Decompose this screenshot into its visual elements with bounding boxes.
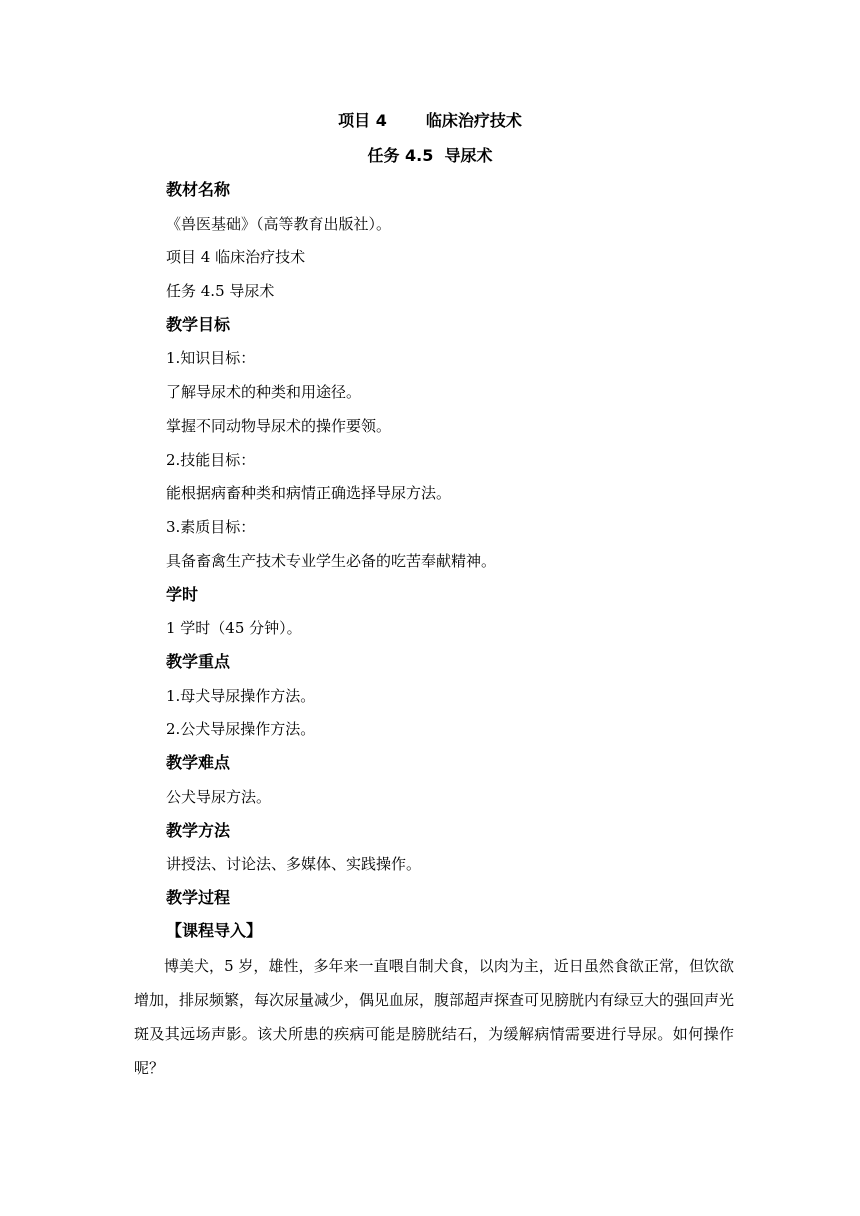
difficulty-heading: 教学难点 bbox=[166, 753, 231, 772]
knowledge-goal-1: 了解导尿术的种类和用途径。 bbox=[166, 383, 362, 401]
textbook-heading: 教材名称 bbox=[166, 180, 231, 199]
goals-heading: 教学目标 bbox=[166, 315, 231, 334]
process-heading: 教学过程 bbox=[166, 888, 231, 907]
keypoint-1: 1.母犬导尿操作方法。 bbox=[166, 687, 316, 705]
methods-value: 讲授法、讨论法、多媒体、实践操作。 bbox=[166, 855, 422, 873]
intro-paragraph: 博美犬，5 岁，雄性，多年来一直喂自制犬食，以肉为主，近日虽然食欲正常，但饮欲增加，排尿频繁，每次尿量减少，偶见血尿，腹部超声探查可见膀胱内有绿豆大的强回声光斑及其远场声影。该犬所患的疾病可能是膀胱结石，为缓解病情需要进行导尿。如何操作呢？ bbox=[134, 957, 735, 1077]
quality-goal-1: 具备畜禽生产技术专业学生必备的吃苦奉献精神。 bbox=[166, 552, 497, 570]
quality-goal-label: 3.素质目标： bbox=[166, 518, 256, 536]
knowledge-goal-label: 1.知识目标： bbox=[166, 349, 256, 367]
keypoints-heading: 教学重点 bbox=[166, 652, 231, 671]
hours-heading: 学时 bbox=[166, 585, 199, 604]
textbook-project: 项目 4 临床治疗技术 bbox=[166, 248, 306, 266]
project-title: 项目 4 临床治疗技术 bbox=[338, 111, 522, 130]
skill-goal-label: 2.技能目标： bbox=[166, 451, 256, 469]
textbook-task: 任务 4.5 导尿术 bbox=[166, 282, 275, 300]
skill-goal-1: 能根据病畜种类和病情正确选择导尿方法。 bbox=[166, 484, 452, 502]
difficulty-1: 公犬导尿方法。 bbox=[166, 788, 272, 806]
hours-value: 1 学时（45 分钟）。 bbox=[166, 619, 302, 637]
knowledge-goal-2: 掌握不同动物导尿术的操作要领。 bbox=[166, 417, 392, 435]
methods-heading: 教学方法 bbox=[166, 821, 231, 840]
intro-heading: 【课程导入】 bbox=[166, 921, 263, 940]
keypoint-2: 2.公犬导尿操作方法。 bbox=[166, 720, 316, 738]
textbook-name: 《兽医基础》（高等教育出版社）。 bbox=[166, 215, 392, 233]
task-title: 任务 4.5 导尿术 bbox=[367, 146, 493, 165]
